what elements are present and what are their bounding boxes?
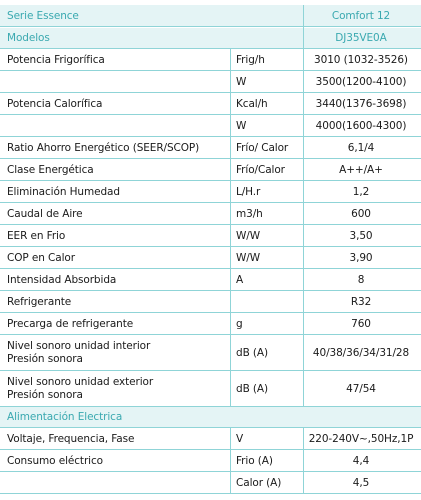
spec-row — [0, 428, 421, 450]
spec-row — [0, 49, 421, 71]
spec-row — [0, 115, 421, 137]
spec-row — [0, 93, 421, 115]
spec-unit: W — [236, 75, 247, 88]
spec-value: 8 — [357, 273, 365, 286]
series-label: Serie Essence — [7, 9, 79, 22]
spec-unit: W/W — [236, 251, 261, 264]
spec-row — [0, 159, 421, 181]
spec-name: EER en Frio — [7, 229, 66, 242]
spec-name: Potencia Frigorífica — [7, 53, 105, 66]
spec-row — [0, 335, 421, 371]
spec-name: Potencia Calorífica — [7, 97, 103, 110]
spec-name: Refrigerante — [7, 295, 72, 308]
spec-name: Precarga de refrigerante — [7, 317, 134, 330]
spec-name: Voltaje, Frequencia, Fase — [7, 432, 135, 445]
spec-name: Ratio Ahorro Energético (SEER/SCOP) — [7, 141, 200, 154]
model-name: Comfort 12 — [331, 9, 391, 22]
spec-unit: dB (A) — [236, 346, 268, 359]
spec-row — [0, 313, 421, 335]
spec-name: Eliminación Humedad — [7, 185, 120, 198]
spec-value: 1,2 — [352, 185, 370, 198]
spec-unit: Frío/ Calor — [236, 141, 289, 154]
spec-name: Clase Energética — [7, 163, 94, 176]
spec-name: Consumo eléctrico — [7, 454, 103, 467]
spec-row — [0, 181, 421, 203]
models-row — [0, 28, 421, 49]
column-divider — [303, 428, 304, 494]
spec-row — [0, 71, 421, 93]
spec-value: 40/38/36/34/31/28 — [312, 346, 410, 359]
spec-unit: dB (A) — [236, 382, 268, 395]
spec-name: COP en Calor — [7, 251, 75, 264]
spec-row — [0, 225, 421, 247]
spec-row — [0, 269, 421, 291]
spec-unit: L/H.r — [236, 185, 261, 198]
spec-value: A++/A+ — [339, 163, 383, 176]
spec-unit: Frio (A) — [236, 454, 273, 467]
section-label: Alimentación Electrica — [7, 411, 123, 423]
spec-name — [7, 335, 150, 370]
spec-value: 3,90 — [349, 251, 373, 264]
spec-value: 600 — [351, 207, 371, 220]
spec-name-line: Nivel sonoro unidad interior — [7, 339, 151, 352]
spec-value: 3010 (1032-3526) — [314, 53, 408, 66]
spec-row — [0, 291, 421, 313]
column-divider — [303, 5, 304, 49]
spec-unit: W — [236, 119, 247, 132]
spec-value: 47/54 — [346, 382, 376, 395]
models-label: Modelos — [7, 32, 50, 44]
spec-value: 3,50 — [349, 229, 373, 242]
spec-unit: V — [236, 432, 244, 445]
spec-unit: g — [236, 317, 243, 330]
spec-row — [0, 203, 421, 225]
spec-row — [0, 371, 421, 407]
spec-value: 3500(1200-4100) — [315, 75, 407, 88]
spec-value: 3440(1376-3698) — [315, 97, 407, 110]
models-value: DJ35VE0A — [335, 32, 387, 44]
spec-unit: Calor (A) — [236, 476, 282, 489]
column-divider — [230, 428, 231, 494]
spec-row — [0, 472, 421, 494]
spec-unit: Kcal/h — [236, 97, 268, 110]
spec-value: 6,1/4 — [347, 141, 375, 154]
spec-name: Intensidad Absorbida — [7, 273, 117, 286]
spec-row — [0, 247, 421, 269]
column-divider — [230, 49, 231, 407]
spec-unit: m3/h — [236, 207, 263, 220]
spec-value: 4,5 — [352, 476, 370, 489]
series-header-row — [0, 5, 421, 27]
section-header-row — [0, 407, 421, 428]
spec-value: 4000(1600-4300) — [315, 119, 407, 132]
spec-value: 220-240V~,50Hz,1P — [308, 432, 414, 445]
spec-row — [0, 137, 421, 159]
column-divider — [303, 49, 304, 407]
spec-value: R32 — [350, 295, 372, 308]
spec-value: 760 — [351, 317, 371, 330]
spec-row — [0, 450, 421, 472]
spec-name-line: Presión sonora — [7, 352, 83, 365]
spec-unit: Frío/Calor — [236, 163, 285, 176]
spec-unit: Frig/h — [236, 53, 265, 66]
spec-value: 4,4 — [352, 454, 370, 467]
spec-name-line: Presión sonora — [7, 388, 83, 401]
spec-name-line: Nivel sonoro unidad exterior — [7, 375, 154, 388]
spec-unit: A — [236, 273, 244, 286]
spec-unit: W/W — [236, 229, 261, 242]
spec-name: Caudal de Aire — [7, 207, 83, 220]
spec-name — [7, 371, 153, 406]
